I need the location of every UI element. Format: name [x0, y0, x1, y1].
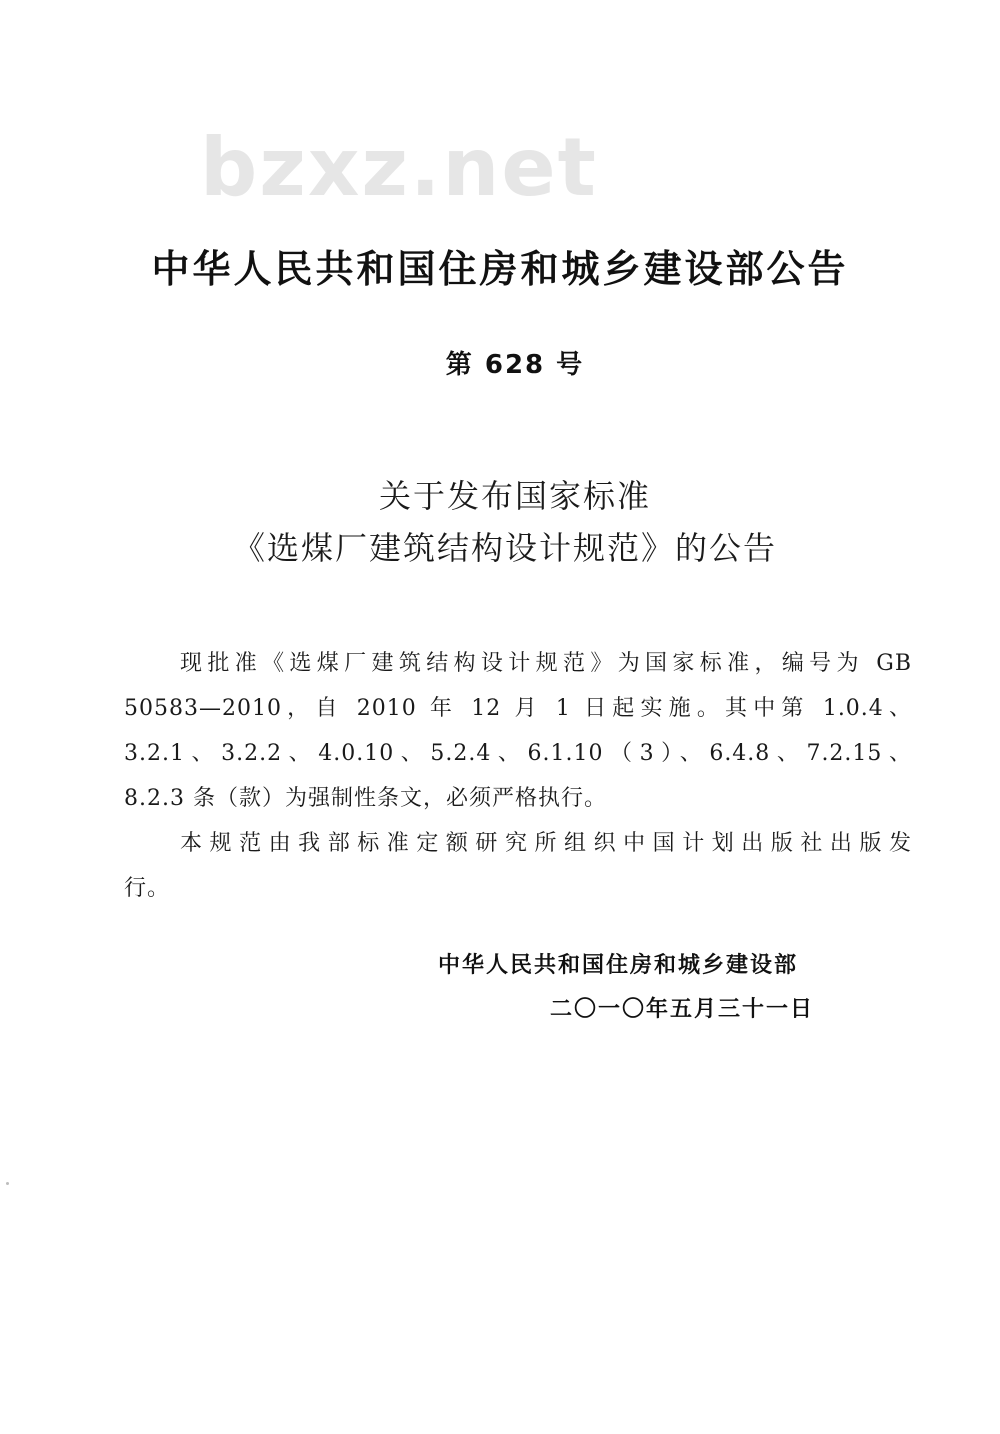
subject-line-2: 《选煤厂建筑结构设计规范》的公告	[232, 529, 777, 567]
paragraph-1-line-1: 现批准《选煤厂建筑结构设计规范》为国家标准，编号为 GB	[180, 651, 912, 676]
agency-title: 中华人民共和国住房和城乡建设部公告	[151, 247, 849, 291]
paragraph-2-line-1: 本规范由我部标准定额研究所组织中国计划出版社出版发	[180, 831, 912, 856]
announcement-subject	[0, 470, 1000, 574]
paragraph-2-line-2: 行。	[124, 876, 171, 901]
paragraph-1-line-2: 50583—2010，自 2010 年 12 月 1 日起实施。其中第 1.0.4、	[124, 696, 912, 721]
announcement-number: 第 628 号	[445, 350, 585, 380]
paragraph-1-line-3: 3.2.1、3.2.2、4.0.10、5.2.4、6.1.10（3）、6.4.8、7.2.15、	[124, 741, 912, 766]
issuer-name: 中华人民共和国住房和城乡建设部	[438, 953, 799, 978]
scan-speck	[6, 1182, 9, 1185]
issue-date: 二〇一〇年五月三十一日	[550, 997, 815, 1022]
paragraph-1-line-4: 8.2.3 条（款）为强制性条文，必须严格执行。	[124, 786, 607, 811]
watermark-text: bzxz.net	[200, 121, 598, 214]
announcement-body	[124, 641, 912, 911]
signature-block	[438, 944, 858, 1032]
subject-line-1: 关于发布国家标准	[378, 477, 651, 515]
paragraph-2	[124, 821, 912, 911]
paragraph-1	[124, 641, 912, 821]
